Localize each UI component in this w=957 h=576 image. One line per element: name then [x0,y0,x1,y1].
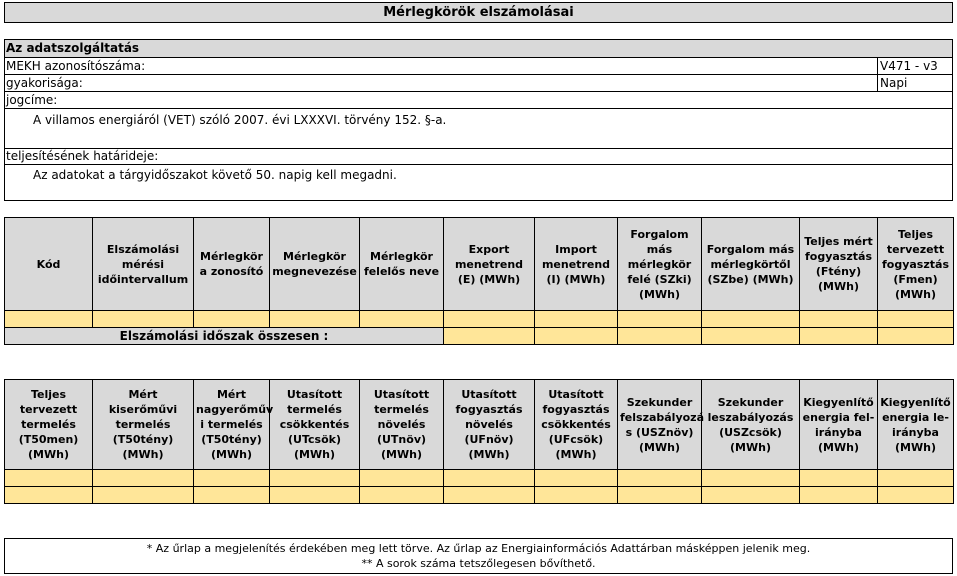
input-cell[interactable] [535,470,618,487]
input-cell[interactable] [270,470,360,487]
info-header [5,40,952,58]
input-cell[interactable] [270,487,360,504]
input-cell[interactable] [93,311,194,328]
mekh-label: MEKH azonosítószáma: [6,59,146,73]
input-cell[interactable] [194,470,270,487]
col-header: Mért nagyerőműv i termelés (T50tény) (MWh) [194,380,270,470]
input-cell[interactable] [444,487,535,504]
table-row [5,311,954,328]
input-cell[interactable] [618,328,702,345]
input-cell[interactable] [444,311,535,328]
input-cell[interactable] [878,470,954,487]
col-header: Szekunder felszabályozá s (USZnöv) (MWh) [618,380,702,470]
deadline-text: Az adatokat a tárgyidőszakot követő 50. napig kell megadni. [33,168,397,182]
info-header-label: Az adatszolgáltatás [6,41,140,55]
legal-label: jogcíme: [6,93,58,107]
legal-text: A villamos energiáról (VET) szóló 2007. évi LXXXVI. törvény 152. §-a. [33,113,447,127]
table-row [5,487,954,504]
input-cell[interactable] [360,470,444,487]
input-cell[interactable] [5,487,93,504]
total-row [5,328,954,345]
input-cell[interactable] [535,487,618,504]
input-cell[interactable] [618,487,702,504]
col-header: Utasított termelés csökkentés (UTcsök) (MWh) [270,380,360,470]
input-cell[interactable] [878,487,954,504]
input-cell[interactable] [800,311,878,328]
col-header: Utasított termelés növelés (UTnöv) (MWh) [360,380,444,470]
col-header: Forgalom más mérlegkörtől (SZbe) (MWh) [702,218,800,311]
table1-header-row [5,218,954,311]
input-cell[interactable] [702,470,800,487]
col-header: Elszámolási mérési időintervallum [93,218,194,311]
input-cell[interactable] [535,328,618,345]
footer-note-1: * Az űrlap a megjelenítés érdekében meg lett törve. Az űrlap az Energiainformációs Adattárban másképpen jelenik meg. [146,542,811,555]
input-cell[interactable] [93,487,194,504]
col-header: Mért kiserőművi termelés (T50tény) (MWh) [93,380,194,470]
input-cell[interactable] [702,311,800,328]
col-header: Forgalom más mérlegkör felé (SZki) (MWh) [618,218,702,311]
col-header: Teljes tervezett termelés (T50men) (MWh) [5,380,93,470]
col-header: Export menetrend (E) (MWh) [444,218,535,311]
input-cell[interactable] [360,487,444,504]
col-header: Utasított fogyasztás csökkentés (UFcsök) (MWh) [535,380,618,470]
input-cell[interactable] [5,311,93,328]
footer-notes [4,538,953,574]
col-header: Szekunder leszabályozás (USZcsök) (MWh) [702,380,800,470]
input-cell[interactable] [194,311,270,328]
input-cell[interactable] [878,311,954,328]
input-cell[interactable] [618,470,702,487]
col-header: Teljes mért fogyasztás (Ftény) (MWh) [800,218,878,311]
frequency-value: Napi [877,75,953,91]
info-section [4,39,953,201]
col-header: Kiegyenlítő energia le-irányba (MWh) [878,380,954,470]
frequency-label: gyakorisága: [6,76,83,90]
col-header: Kód [5,218,93,311]
input-cell[interactable] [800,470,878,487]
col-header: Mérlegkör felelős neve [360,218,444,311]
input-cell[interactable] [194,487,270,504]
input-cell[interactable] [5,470,93,487]
legal-row [5,92,952,109]
input-cell[interactable] [444,470,535,487]
page-title: Mérlegkörök elszámolásai [4,2,953,23]
footer-note-2: ** A sorok száma tetszőlegesen bővíthető. [361,557,596,570]
balance-table-2 [4,379,954,504]
col-header: Import menetrend (I) (MWh) [535,218,618,311]
total-label: Elszámolási időszak összesen : [5,328,444,345]
table-row [5,470,954,487]
input-cell[interactable] [270,311,360,328]
input-cell[interactable] [93,470,194,487]
input-cell[interactable] [702,328,800,345]
balance-table-1 [4,217,954,345]
input-cell[interactable] [878,328,954,345]
deadline-label: teljesítésének határideje: [6,149,159,163]
mekh-row [5,58,952,75]
deadline-row [5,148,952,165]
col-header: Kiegyenlítő energia fel-irányba (MWh) [800,380,878,470]
input-cell[interactable] [702,487,800,504]
input-cell[interactable] [800,328,878,345]
col-header: Teljes tervezett fogyasztás (Fmen) (MWh) [878,218,954,311]
col-header: Mérlegkör a zonosító [194,218,270,311]
input-cell[interactable] [618,311,702,328]
input-cell[interactable] [444,328,535,345]
col-header: Utasított fogyasztás növelés (UFnöv) (MWh) [444,380,535,470]
input-cell[interactable] [800,487,878,504]
input-cell[interactable] [535,311,618,328]
table2-header-row [5,380,954,470]
input-cell[interactable] [360,311,444,328]
mekh-value: V471 - v3 [877,58,953,74]
frequency-row [5,75,952,92]
col-header: Mérlegkör megnevezése [270,218,360,311]
